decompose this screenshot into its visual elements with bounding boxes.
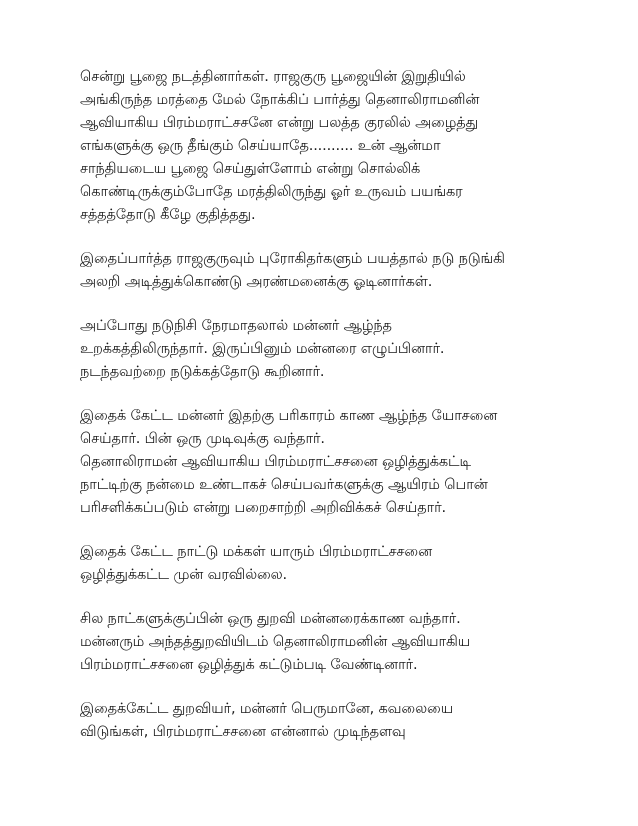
text-line: மன்னரும் அந்தத்துறவியிடம் தெனாலிராமனின் ஆவியாகிய bbox=[80, 634, 470, 650]
paragraph-7 bbox=[80, 698, 598, 744]
text-line: கொண்டிருக்கும்போதே மரத்திலிருந்து ஓர் உருவம் பயங்கர bbox=[80, 184, 463, 200]
text-line: இதைக்கேட்ட துறவியர், மன்னர் பெருமானே, கவலையை bbox=[80, 701, 453, 717]
text-line: தெனாலிராமன் ஆவியாகிய பிரம்மராட்சசனை ஒழித்துக்கட்டி bbox=[80, 454, 471, 470]
paragraph-1 bbox=[80, 66, 598, 227]
text-line: சில நாட்களுக்குப்பின் ஒரு துறவி மன்னரைக்காண வந்தார். bbox=[80, 611, 461, 627]
text-line: இதைக் கேட்ட நாட்டு மக்கள் யாரும் பிரம்மராட்சசனை bbox=[80, 544, 433, 560]
text-line: அங்கிருந்த மரத்தை மேல் நோக்கிப் பார்த்து தெனாலிராமனின் bbox=[80, 92, 480, 108]
paragraph-4 bbox=[80, 405, 598, 520]
text-line: உறக்கத்திலிருந்தார். இருப்பினும் மன்னரை எழுப்பினார். bbox=[80, 341, 445, 357]
text-line: நடந்தவற்றை நடுக்கத்தோடு கூறினார். bbox=[80, 364, 325, 380]
text-line: எங்களுக்கு ஒரு தீங்கும் செய்யாதே.......... உன் ஆன்மா bbox=[80, 138, 441, 154]
paragraph-3 bbox=[80, 315, 598, 384]
paragraph-5 bbox=[80, 541, 598, 587]
text-line: நாட்டிற்கு நன்மை உண்டாகச் செய்பவர்களுக்கு ஆயிரம் பொன் bbox=[80, 477, 488, 493]
text-line: அலறி அடித்துக்கொண்டு அரண்மனைக்கு ஓடினார்கள். bbox=[80, 274, 433, 290]
text-line: சென்று பூஜை நடத்தினார்கள். ராஜகுரு பூஜையின் இறுதியில் bbox=[80, 69, 466, 85]
text-line: செய்தார். பின் ஒரு முடிவுக்கு வந்தார். bbox=[80, 431, 325, 447]
text-line: விடுங்கள், பிரம்மராட்சசனை என்னால் முடிந்தளவு bbox=[80, 724, 406, 740]
text-line: பிரம்மராட்சசனை ஒழித்துக் கட்டும்படி வேண்டினார். bbox=[80, 657, 418, 673]
text-line: இதைக் கேட்ட மன்னர் இதற்கு பரிகாரம் காண ஆழ்ந்த யோசனை bbox=[80, 408, 498, 424]
paragraph-2 bbox=[80, 248, 598, 294]
text-line: பரிசளிக்கப்படும் என்று பறைசாற்றி அறிவிக்கச் செய்தார். bbox=[80, 500, 446, 516]
text-line: அப்போது நடுநிசி நேரமாதலால் மன்னர் ஆழ்ந்த bbox=[80, 318, 392, 334]
paragraph-6 bbox=[80, 608, 598, 677]
text-line: ஆவியாகிய பிரம்மராட்சசனே என்று பலத்த குரலில் அழைத்து bbox=[80, 115, 479, 131]
text-line: சாந்தியடைய பூஜை செய்துள்ளோம் என்று சொல்லிக் bbox=[80, 161, 421, 177]
text-line: ஒழித்துக்கட்ட முன் வரவில்லை. bbox=[80, 567, 288, 583]
text-line: சத்தத்தோடு கீழே குதித்தது. bbox=[80, 207, 256, 223]
text-line: இதைப்பார்த்த ராஜகுருவும் புரோகிதர்களும் பயத்தால் நடு நடுங்கி bbox=[80, 251, 505, 267]
